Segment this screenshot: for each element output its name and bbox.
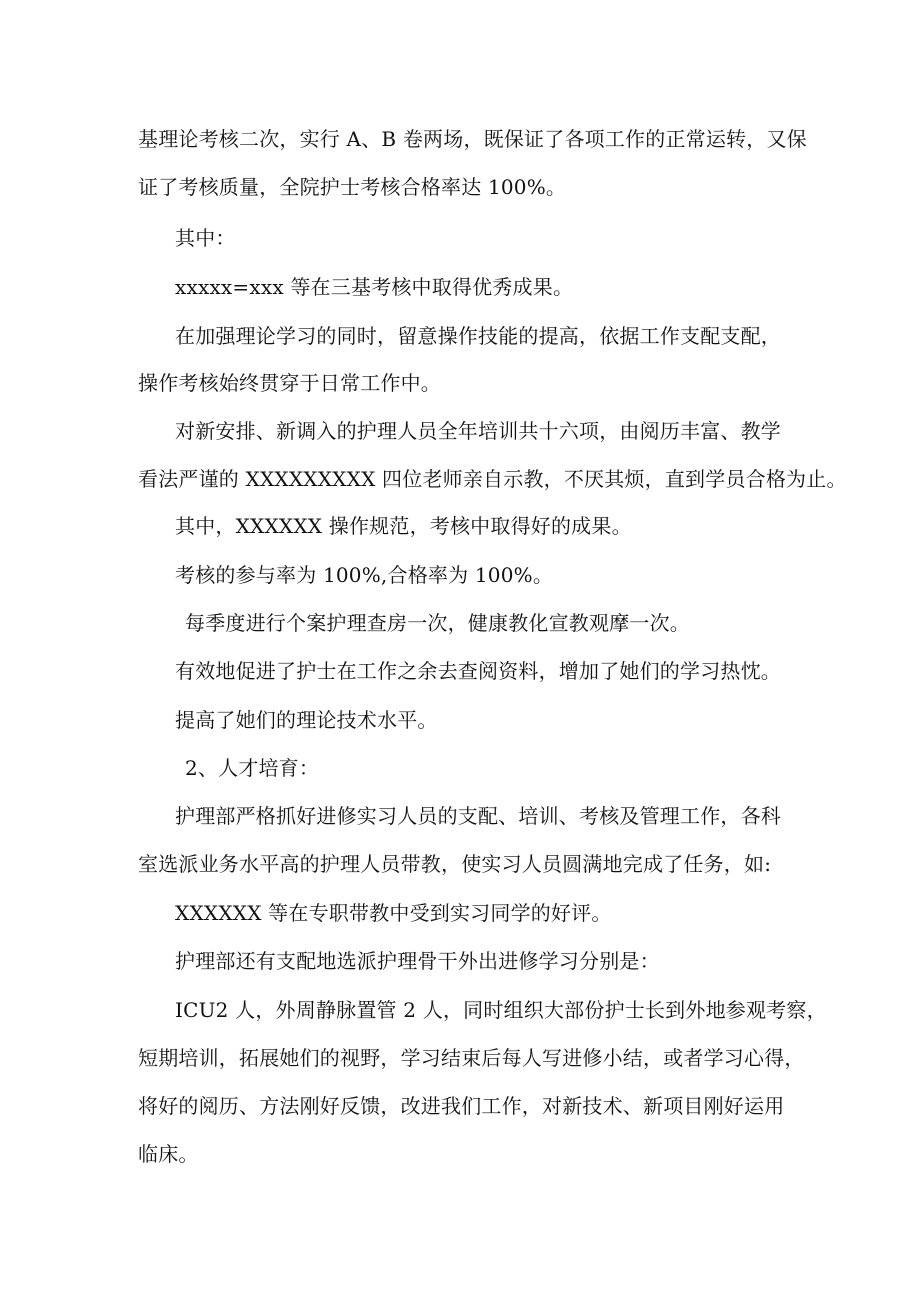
- paragraph-line-15: 护理部严格抓好进修实习人员的支配、培训、考核及管理工作，各科: [175, 804, 781, 828]
- paragraph-line-17: XXXXXX 等在专职带教中受到实习同学的好评。: [175, 901, 612, 925]
- paragraph-line-22: 临床。: [138, 1142, 199, 1166]
- paragraph-line-7: 对新安排、新调入的护理人员全年培训共十六项，由阅历丰富、教学: [175, 419, 781, 443]
- paragraph-line-6: 操作考核始终贯穿于日常工作中。: [138, 371, 441, 395]
- paragraph-line-14: 2、人才培育：: [185, 756, 320, 780]
- paragraph-line-12: 有效地促进了护士在工作之余去查阅资料，增加了她们的学习热忱。: [175, 659, 781, 683]
- paragraph-line-3: 其中：: [175, 226, 236, 250]
- paragraph-line-10: 考核的参与率为 100%,合格率为 100%。: [175, 563, 554, 587]
- paragraph-line-11: 每季度进行个案护理查房一次，健康教化宣教观摩一次。: [185, 611, 690, 635]
- paragraph-line-13: 提高了她们的理论技术水平。: [175, 708, 438, 732]
- paragraph-line-20: 短期培训，拓展她们的视野，学习结束后每人写进修小结，或者学习心得，: [138, 1046, 805, 1070]
- paragraph-line-8: 看法严谨的 XXXXXXXXX 四位老师亲自示教，不厌其烦，直到学员合格为止。: [138, 467, 847, 491]
- paragraph-line-18: 护理部还有支配地选派护理骨干外出进修学习分别是：: [175, 949, 660, 973]
- paragraph-line-5: 在加强理论学习的同时，留意操作技能的提高，依据工作支配支配，: [175, 324, 781, 348]
- paragraph-line-2: 证了考核质量，全院护士考核合格率达 100%。: [138, 175, 567, 199]
- paragraph-line-21: 将好的阅历、方法刚好反馈，改进我们工作，对新技术、新项目刚好运用: [138, 1094, 785, 1118]
- paragraph-line-9: 其中，XXXXXX 操作规范，考核中取得好的成果。: [175, 514, 632, 538]
- paragraph-line-4: xxxxx=xxx 等在三基考核中取得优秀成果。: [175, 275, 574, 299]
- paragraph-line-16: 室选派业务水平高的护理人员带教，使实习人员圆满地完成了任务，如:: [138, 852, 772, 876]
- paragraph-line-19: ICU2 人，外周静脉置管 2 人，同时组织大部份护士长到外地参观考察，: [175, 998, 827, 1022]
- paragraph-line-1: 基理论考核二次，实行 A、B 卷两场，既保证了各项工作的正常运转，又保: [138, 127, 807, 151]
